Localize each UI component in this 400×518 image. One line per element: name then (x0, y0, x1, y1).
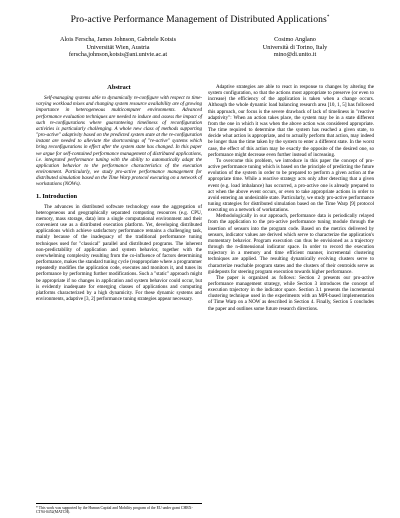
section-heading-introduction: 1. Introduction (36, 192, 78, 200)
title-footnote-mark: * (326, 14, 330, 20)
right-column (208, 84, 374, 312)
footnote: * This work was supported by the Human Capital and Mobility program of the EU under grant CHRX-CT94-0452(MATCH). (36, 503, 202, 515)
author-email: mino@di.unito.it (273, 51, 317, 59)
author-block-left (44, 36, 192, 59)
author-affiliation: Università di Torino, Italy (262, 43, 328, 51)
author-email: ferscha,johnson,kotsis@ani.univie.ac.at (68, 51, 168, 59)
body-paragraph-3: Methodologically in our approach, performance data is periodically relayed from the application to the pro-active performance tuning module through the insertion of sensors into the program code. Based on the metrics delivered by sensors, indicator values are derived which serve to characterize the application's momentary behavior. Program execution can thus be envisioned as a trajectory through the n-dimensional indicator space. In order to record the execution trajectory in a memory and time efficient manner, incremental clustering techniques are applied. The resulting dynamically evolving clusters serve to characterize reachable program states and the clusters of their centroids serve as guideposts for steering program execution towards higher performance. (208, 213, 374, 275)
body-paragraph-1: Adaptive strategies are able to react in response to changes by altering the system configuration, so that the actions most appropriate to preserve (or even to increase) the efficiency of the application is taken when a change occurs. Although the whole dynamic load balancing research area [10, 1, 5] has followed this approach, our focus is the severe drawback of lack of timeliness in "reactive adaptivity": When an action takes place, the system may be in a state different from the one in which it was when the above action was considered appropriate. The time required to determine that the system has reached a given state, to decide what action is appropriate, and to actually perform that action, may indeed be longer than the time taken by the system to enter a different state. In the worst case, the effect of this action may be exactly the opposite of the desired one, so performance might decrease even further instead of increasing. (208, 84, 374, 158)
author-affiliation: Universität Wien, Austria (86, 43, 150, 51)
abstract-text: Self-managing systems able to dynamically re-configure with respect to time-varying workload mixes and changing system resource availability are of growing importance in heterogeneous multicomputer environments. Advanced performance evaluation techniques are needed to induce and assess the impact of such re-configurations where guaranteeing timeliness of reconfiguration activities is particularly challenging. A whole new class of methods supporting "pro-active" adaptivity based on the predicted system state at the re-configuration instant are needed to alleviate the shortcomings of "re-active" systems which bring reconfigurations in effect after the system state has changed. In this paper we argue for self-contained performance management of distributed applications, i.e. integrated performance tuning with the ability to automatically adapt the application behavior to the performance characteristics of the execution environment. Particularly, we study pro-active performance management for distributed simulation based on the Time Warp protocol executing on a network of workstations (NOWs). (36, 95, 202, 188)
paper-title (0, 14, 400, 25)
author-names: Cosimo Anglano (274, 36, 316, 43)
abstract-heading: Abstract (107, 84, 131, 91)
body-paragraph-2: To overcome this problem, we introduce in this paper the concept of pro-active performance tuning which is based on the principle of predicting the future evolution of the system in order to be prepared to perform a given action at the appropriate time. While a reactive strategy acts only after detecting that a given event (e.g. load imbalance) has occurred, a pro-active one is already prepared to act when the above event occurs, or even to take appropriate actions in order to avoid entering an undesirable state. Particularly, we study pro-active performance tuning strategies for distributed simulation based on the Time Warp [9] protocol executing on a network of workstations. (208, 157, 374, 214)
author-block-right (240, 36, 350, 59)
author-names: Alois Ferscha, James Johnson, Gabriele Kotsis (59, 36, 176, 43)
paper-title-text: Pro-active Performance Management of Distributed Applications (70, 14, 327, 25)
body-paragraph-4: The paper is organized as follows: Section 2 presents our pro-active performance management strategy, while Section 3 introduces the concept of execution trajectory in the indicator space. Section 3.1 presents the incremental clustering technique used in the experiments with an MPI-based implementation of Time Warp on a NOW as described in Section 4. Finally, Section 5 concludes the paper and outlines some future research directions. (208, 274, 374, 312)
left-column (36, 85, 202, 302)
intro-paragraph: The advances in distributed software technology ease the aggregation of heterogeneous and geographically separated computing resources (e.g. CPU, memory, mass storage, data) into a single computational environment and their convenient use as a distributed execution platform. Yet, developing distributed applications which achieve satisfactory performance remains a challenging task, mainly because of the inadequacy of the traditional performance tuning techniques used for "classical" parallel and distributed programs. The inherent non-predictability of application and system behavior, together with the overwhelming complexity resulting from the co-influence of factors determining performance, makes the standard tuning cycle (reappropriate where a programmer repeatedly modifies the application code, executes and monitors it, and tunes its performance by performing further modifications. Such a "static" approach might be appropriate if no changes in application and system behavior could occur, but is evidently inadequate for emerging classes of applications and computing platforms characterized by a high dynamicity. For these dynamic systems and environments, adaptive [3, 2] performance tuning strategies appear necessary. (36, 203, 202, 302)
